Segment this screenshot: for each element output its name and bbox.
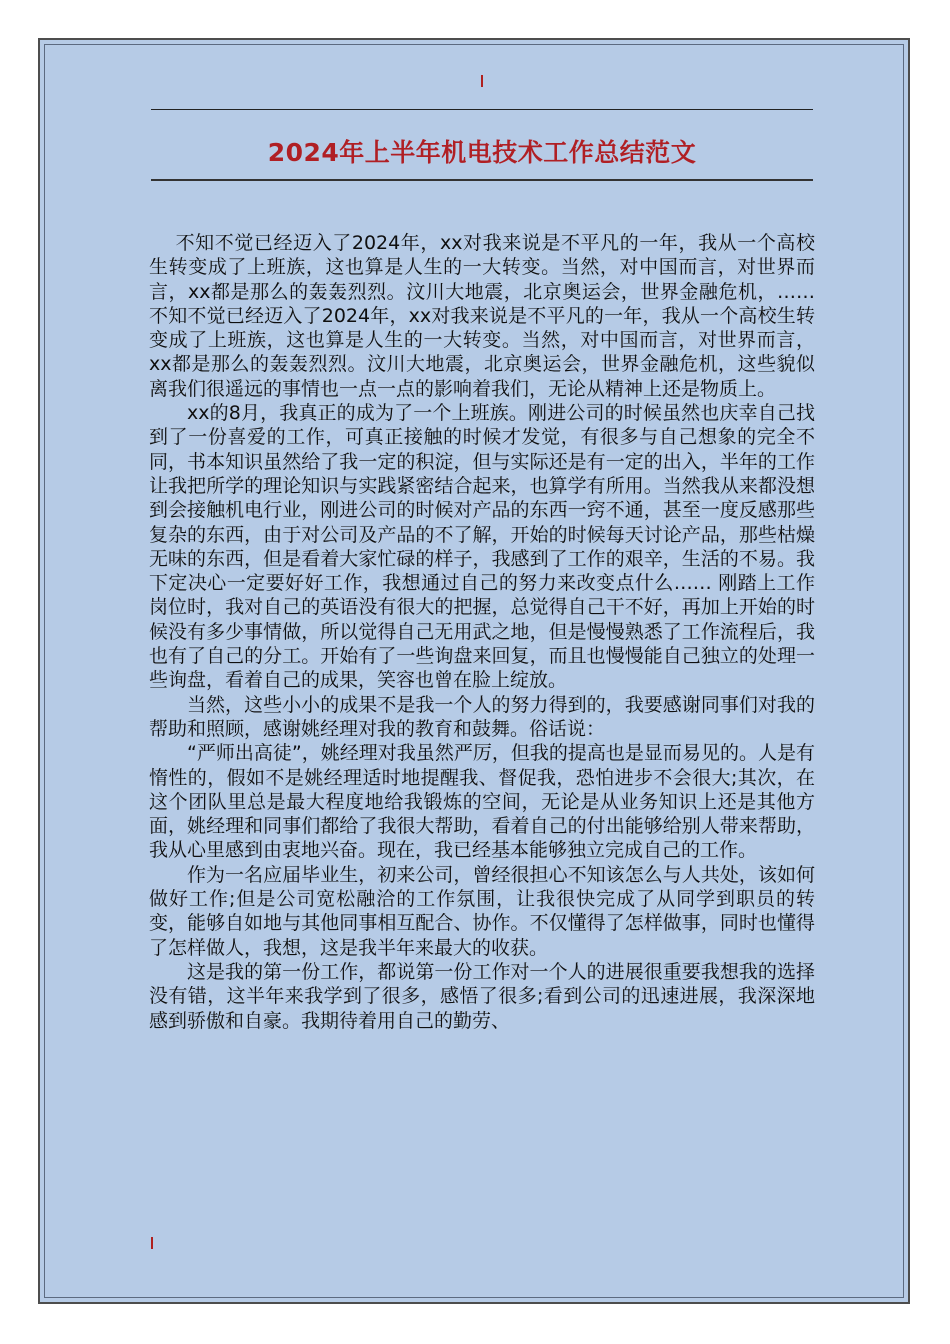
header-rule <box>151 109 813 110</box>
document-title: 2024年上半年机电技术工作总结范文 <box>267 138 697 167</box>
paragraph-4: “严师出高徒”，姚经理对我虽然严厉，但我的提高也是显而易见的。人是有惰性的，假如不是姚经理适时地提醒我、督促我，恐怕进步不会很大;其次，在这个团队里总是最大程度地给我锻炼的空间，无论是从业务知识上还是其他方面，姚经理和同事们都给了我很大帮助，看着自己的付出能够给别人带来帮助，我从心里感到由衷地兴奋。现在，我已经基本能够独立完成自己的工作。 <box>149 742 815 862</box>
page-inner-border <box>44 44 904 1298</box>
paragraph-1: 不知不觉已经迈入了2024年，xx对我来说是不平凡的一年，我从一个高校生转变成了上班族，这也算是人生的一大转变。当然，对中国而言，对世界而言，xx都是那么的轰轰烈烈。汶川大地震，北京奥运会，世界金融危机，…… 不知不觉已经迈入了2024年，xx对我来说是不平凡的一年，我从一个高校生转变成了上班族，这也算是人生的一大转变。当然，对中国而言，对世界而言，xx都是那么的轰轰烈烈。汶川大地震，北京奥运会，世界金融危机，这些貌似离我们很遥远的事情也一点一点的影响着我们，无论从精神上还是物质上。 <box>149 232 815 400</box>
paragraph-5: 作为一名应届毕业生，初来公司，曾经很担心不知该怎么与人共处，该如何做好工作;但是公司宽松融洽的工作氛围，让我很快完成了从同学到职员的转变，能够自如地与其他同事相互配合、协作。不仅懂得了怎样做事，同时也懂得了怎样做人，我想，这是我半年来最大的收获。 <box>149 863 815 959</box>
title-underline <box>151 179 813 181</box>
document-body <box>149 231 815 1033</box>
paragraph-2: xx的8月，我真正的成为了一个上班族。刚进公司的时候虽然也庆幸自己找到了一份喜爱的工作，可真正接触的时候才发觉，有很多与自己想象的完全不同，书本知识虽然给了我一定的积淀，但与实际还是有一定的出入，半年的工作让我把所学的理论知识与实践紧密结合起来，也算学有所用。当然我从来都没想到会接触机电行业，刚进公司的时候对产品的东西一窍不通，甚至一度反感那些复杂的东西，由于对公司及产品的不了解，开始的时候每天讨论产品，那些枯燥无味的东西，但是看着大家忙碌的样子，我感到了工作的艰辛，生活的不易。我下定决心一定要好好工作，我想通过自己的努力来改变点什么…… 刚踏上工作岗位时，我对自己的英语没有很大的把握，总觉得自己干不好，再加上开始的时候没有多少事情做，所以觉得自己无用武之地，但是慢慢熟悉了工作流程后，我也有了自己的分工。开始有了一些询盘来回复，而且也慢慢能自己独立的处理一些询盘，看着自己的成果，笑容也曾在脸上绽放。 <box>149 402 815 692</box>
footer-cursor-mark <box>151 1237 153 1249</box>
paragraph-6: 这是我的第一份工作，都说第一份工作对一个人的进展很重要我想我的选择没有错，这半年来我学到了很多，感悟了很多;看到公司的迅速进展，我深深地感到骄傲和自豪。我期待着用自己的勤劳、 <box>149 960 815 1032</box>
paragraph-3: 当然，这些小小的成果不是我一个人的努力得到的，我要感谢同事们对我的帮助和照顾，感谢姚经理对我的教育和鼓舞。俗话说： <box>149 693 815 740</box>
header-cursor-mark <box>481 75 483 87</box>
document-page <box>38 38 910 1304</box>
